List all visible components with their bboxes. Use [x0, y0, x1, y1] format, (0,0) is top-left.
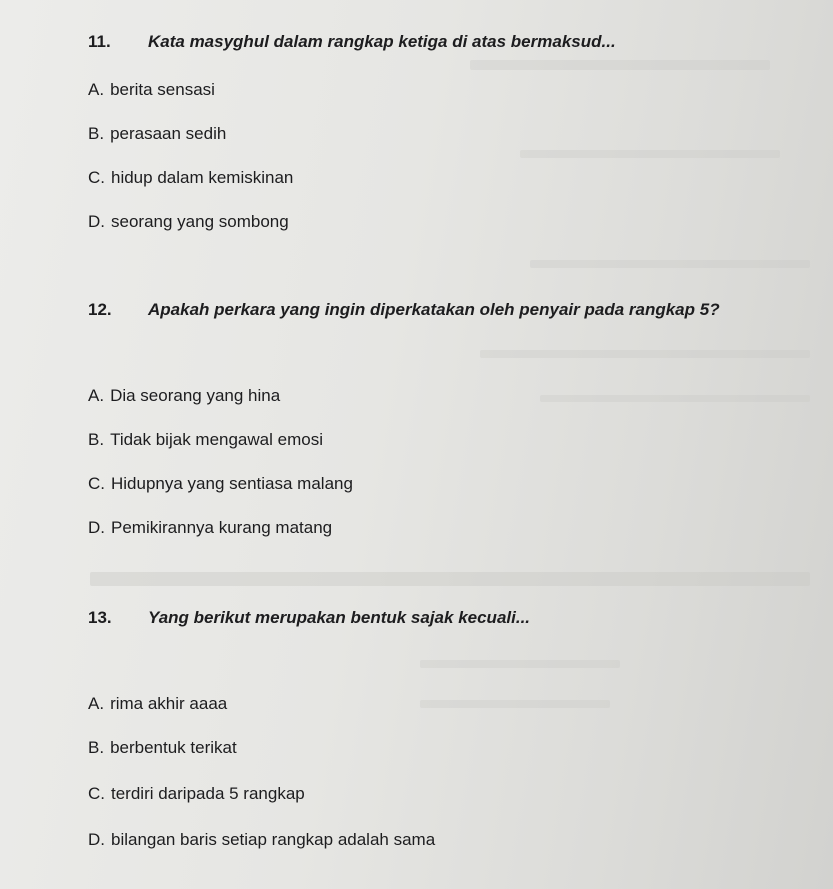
option-text: seorang yang sombong: [111, 212, 289, 231]
option-a[interactable]: [88, 694, 227, 714]
option-letter: D.: [88, 212, 105, 231]
option-letter: C.: [88, 784, 105, 803]
option-letter: C.: [88, 474, 105, 493]
option-d[interactable]: [88, 212, 289, 232]
show-through-mark: [470, 60, 770, 70]
option-letter: A.: [88, 80, 105, 99]
question-number: 11.: [88, 32, 111, 51]
show-through-mark: [520, 150, 780, 158]
option-text: berita sensasi: [110, 80, 215, 99]
show-through-mark: [480, 350, 810, 358]
show-through-mark: [420, 700, 610, 708]
question-text: Yang berikut merupakan bentuk sajak kecuali...: [148, 608, 531, 627]
option-letter: A.: [88, 386, 105, 405]
option-text: hidup dalam kemiskinan: [111, 168, 294, 187]
option-a[interactable]: [88, 80, 215, 100]
show-through-mark: [530, 260, 810, 268]
option-text: Dia seorang yang hina: [110, 386, 281, 405]
option-letter: B.: [88, 430, 105, 449]
option-text: berbentuk terikat: [110, 738, 237, 757]
question-text: Apakah perkara yang ingin diperkatakan oleh penyair pada rangkap 5?: [148, 300, 720, 319]
option-text: rima akhir aaaa: [110, 694, 228, 713]
option-letter: D.: [88, 518, 105, 537]
option-text: bilangan baris setiap rangkap adalah sama: [111, 830, 436, 849]
question-number: 12.: [88, 300, 112, 319]
option-b[interactable]: [88, 738, 237, 758]
option-text: terdiri daripada 5 rangkap: [111, 784, 305, 803]
option-c[interactable]: [88, 784, 305, 804]
option-letter: D.: [88, 830, 105, 849]
option-text: Tidak bijak mengawal emosi: [110, 430, 323, 449]
option-letter: A.: [88, 694, 105, 713]
option-a[interactable]: [88, 386, 280, 406]
option-text: Pemikirannya kurang matang: [111, 518, 333, 537]
option-letter: B.: [88, 738, 105, 757]
option-letter: B.: [88, 124, 105, 143]
option-d[interactable]: [88, 518, 332, 538]
question-number: 13.: [88, 608, 112, 627]
option-c[interactable]: [88, 168, 293, 188]
option-d[interactable]: [88, 830, 435, 850]
show-through-mark: [420, 660, 620, 668]
option-letter: C.: [88, 168, 105, 187]
option-b[interactable]: [88, 124, 226, 144]
option-b[interactable]: [88, 430, 323, 450]
option-text: Hidupnya yang sentiasa malang: [111, 474, 353, 493]
option-text: perasaan sedih: [110, 124, 227, 143]
show-through-mark: [540, 395, 810, 402]
option-c[interactable]: [88, 474, 353, 494]
question-text: Kata masyghul dalam rangkap ketiga di atas bermaksud...: [148, 32, 616, 51]
show-through-mark: [90, 572, 810, 586]
